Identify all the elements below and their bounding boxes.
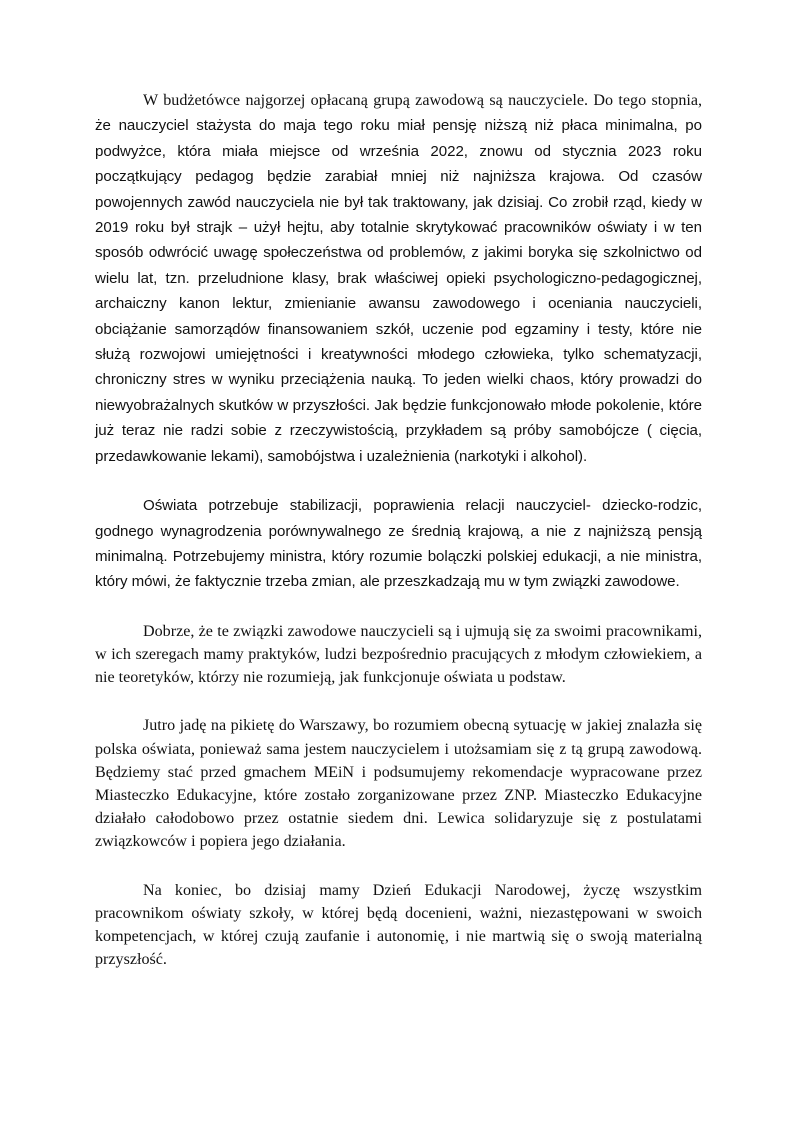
paragraph-gap	[95, 854, 702, 879]
paragraph-5: Na koniec, bo dzisiaj mamy Dzień Edukacji Narodowej, życzę wszystkim pracownikom oświaty szkoły, w której będą docenieni, ważni, niezastępowani w swoich kompetencjach, w której czują zaufanie i autonomię, i nie martwią się o swoją materialną przyszłość.	[95, 881, 702, 969]
paragraph-1	[95, 88, 702, 469]
paragraph-1-body: że nauczyciel stażysta do maja tego roku miał pensję niższą niż płaca minimalna, po podwyżce, która miała miejsce od września 2022, znowu od stycznia 2023 roku początkujący pedagog będzie zarabiał mniej niż najniższa krajowa. Od czasów powojennych zawód nauczyciela nie był tak traktowany, jak dzisiaj. Co zrobił rząd, kiedy w 2019 roku był strajk – użył hejtu, aby totalnie skrytykować pracowników oświaty i w ten sposób odwrócić uwagę społeczeństwa od problemów, z jakimi boryka się szkolnictwo od wielu lat, tzn. przeludnione klasy, brak właściwej opieki psychologiczno-pedagogicznej, archaiczny kanon lektur, zmienianie awansu zawodowego i oceniania nauczycieli, obciążanie samorządów finansowaniem szkół, uczenie pod egzaminy i testy, które nie służą rozwojowi umiejętności i kreatywności młodego człowieka, tylko schematyzacji, chroniczny stres w wyniku przeciążenia nauką. To jeden wielki chaos, który prowadzi do niewyobrażalnych skutków w przyszłości. Jak będzie funkcjonowało młode pokolenie, które już teraz nie radzi sobie z rzeczywistością, przykładem są próby samobójcze ( cięcia, przedawkowanie lekami), samobójstwa i uzależnienia (narkotyki i alkohol).	[95, 117, 702, 465]
paragraph-4: Jutro jadę na pikietę do Warszawy, bo rozumiem obecną sytuację w jakiej znalazła się polska oświata, ponieważ sama jestem nauczycielem i utożsamiam się z tą grupą zawodową. Będziemy stać przed gmachem MEiN i podsumujemy rekomendacje wypracowane przez Miasteczko Edukacyjne, które zostało zorganizowane przez ZNP. Miasteczko Edukacyjne działało całodobowo przez ostatnie siedem dni. Lewica solidaryzuje się z postulatami związkowców i popiera jego działania.	[95, 717, 702, 851]
paragraph-gap	[95, 689, 702, 714]
paragraph-3: Dobrze, że te związki zawodowe nauczycieli są i ujmują się za swoimi pracownikami, w ich szeregach mamy praktyków, ludzi bezpośrednio pracujących z młodym człowiekiem, a nie teoretyków, którzy nie rozumieją, jak funkcjonuje oświata u podstaw.	[95, 622, 702, 687]
paragraph-gap	[95, 469, 702, 493]
paragraph-1-lead-sentence: W budżetówce najgorzej opłacaną grupą zawodową są nauczyciele. Do tego stopnia,	[143, 92, 702, 109]
document-text-body	[95, 88, 702, 971]
paragraph-2: Oświata potrzebuje stabilizacji, poprawienia relacji nauczyciel- dziecko-rodzic, godnego wynagrodzenia porównywalnego ze średnią krajową, a nie z najniższą pensją minimalną. Potrzebujemy ministra, który rozumie bolączki polskiej edukacji, a nie ministra, który mówi, że faktycznie trzeba zmian, ale przeszkadzają mu w tym związki zawodowe.	[95, 497, 702, 591]
paragraph-gap	[95, 595, 702, 620]
